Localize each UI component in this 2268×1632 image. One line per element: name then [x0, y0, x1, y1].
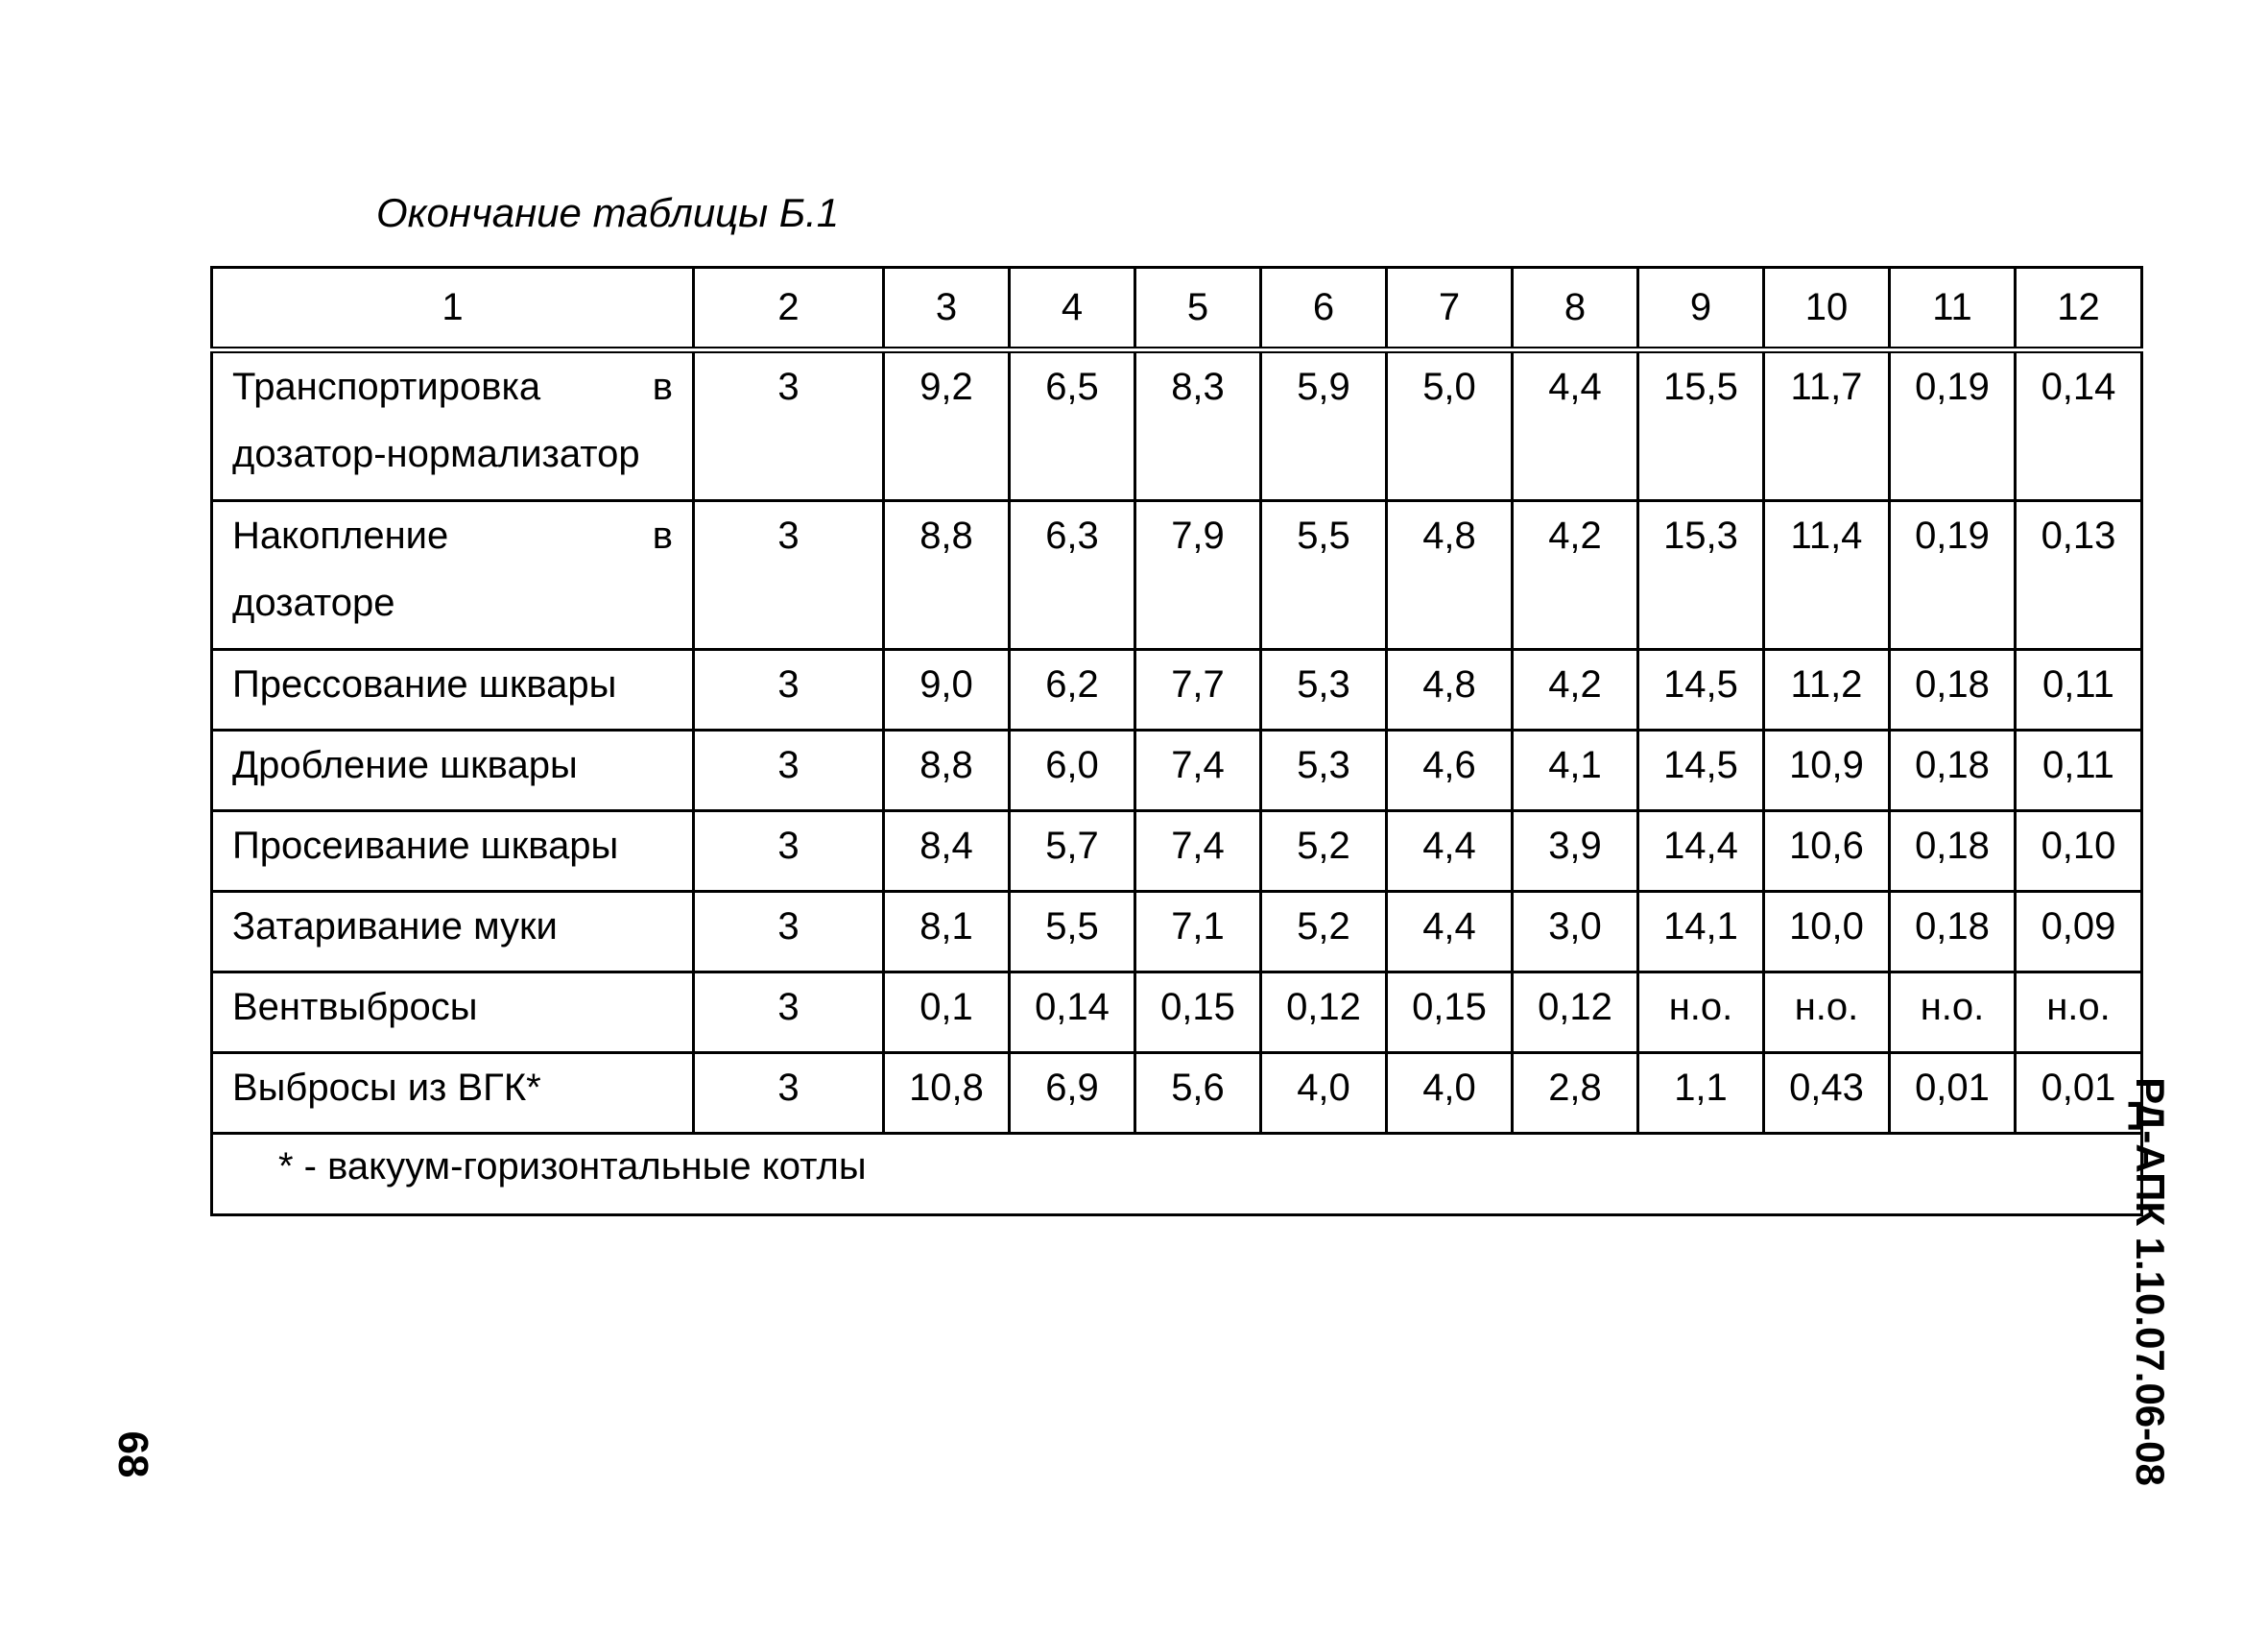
value-cell: 10,9 [1764, 731, 1890, 811]
value-cell: 5,2 [1261, 892, 1387, 972]
document-code: РД-АПК 1.10.07.06-08 [2128, 1077, 2173, 1486]
value-cell: 3 [694, 972, 884, 1053]
value-cell: 15,5 [1638, 350, 1764, 501]
value-cell: 7,4 [1135, 731, 1261, 811]
value-cell: 6,3 [1010, 501, 1135, 650]
header-cell: 7 [1387, 268, 1513, 350]
value-cell: 2,8 [1513, 1053, 1638, 1134]
value-cell: 7,1 [1135, 892, 1261, 972]
row-name-cell: Просеивание шквары [212, 811, 694, 892]
value-cell: 10,8 [884, 1053, 1010, 1134]
value-cell: 0,14 [2016, 350, 2142, 501]
value-cell: 5,5 [1010, 892, 1135, 972]
value-cell: 6,0 [1010, 731, 1135, 811]
value-cell: 0,18 [1890, 811, 2016, 892]
value-cell: 6,2 [1010, 650, 1135, 731]
value-cell: 11,4 [1764, 501, 1890, 650]
header-cell: 3 [884, 268, 1010, 350]
value-cell: 5,7 [1010, 811, 1135, 892]
value-cell: 4,6 [1387, 731, 1513, 811]
value-cell: 0,15 [1135, 972, 1261, 1053]
value-cell: 0,14 [1010, 972, 1135, 1053]
row-name-cell: Вентвыбросы [212, 972, 694, 1053]
value-cell: 14,5 [1638, 731, 1764, 811]
value-cell: 7,4 [1135, 811, 1261, 892]
value-cell: 3 [694, 501, 884, 650]
value-cell: 0,13 [2016, 501, 2142, 650]
row-name-cell [212, 501, 694, 650]
table-header-row [212, 268, 2142, 350]
value-cell: 4,4 [1513, 350, 1638, 501]
value-cell: 1,1 [1638, 1053, 1764, 1134]
header-cell: 9 [1638, 268, 1764, 350]
value-cell: 6,5 [1010, 350, 1135, 501]
row-name-word: Накопление [232, 515, 449, 557]
value-cell: 3 [694, 650, 884, 731]
table-row [212, 892, 2142, 972]
footnote: * - вакуум-горизонтальные котлы [212, 1134, 2142, 1215]
row-name-cell: Выбросы из ВГК* [212, 1053, 694, 1134]
value-cell: 11,2 [1764, 650, 1890, 731]
value-cell: 0,12 [1513, 972, 1638, 1053]
value-cell: 9,0 [884, 650, 1010, 731]
value-cell: 5,6 [1135, 1053, 1261, 1134]
header-cell: 1 [212, 268, 694, 350]
value-cell: 8,8 [884, 501, 1010, 650]
value-cell: н.о. [1638, 972, 1764, 1053]
value-cell: 0,11 [2016, 731, 2142, 811]
value-cell: 0,19 [1890, 350, 2016, 501]
table-row [212, 811, 2142, 892]
row-name-cell [212, 350, 694, 501]
value-cell: 14,1 [1638, 892, 1764, 972]
value-cell: 0,18 [1890, 731, 2016, 811]
value-cell: 0,15 [1387, 972, 1513, 1053]
header-cell: 6 [1261, 268, 1387, 350]
value-cell: 4,8 [1387, 501, 1513, 650]
value-cell: 6,9 [1010, 1053, 1135, 1134]
value-cell: 8,8 [884, 731, 1010, 811]
value-cell: 3 [694, 811, 884, 892]
table-row [212, 501, 2142, 650]
value-cell: 8,3 [1135, 350, 1261, 501]
value-cell: 3,0 [1513, 892, 1638, 972]
value-cell: 15,3 [1638, 501, 1764, 650]
value-cell: 11,7 [1764, 350, 1890, 501]
value-cell: 4,4 [1387, 811, 1513, 892]
value-cell: 4,0 [1387, 1053, 1513, 1134]
value-cell: 5,3 [1261, 650, 1387, 731]
value-cell: н.о. [2016, 972, 2142, 1053]
value-cell: 3 [694, 350, 884, 501]
data-table [210, 266, 2143, 1216]
table-row [212, 350, 2142, 501]
page-number: 68 [109, 1430, 156, 1478]
header-cell: 8 [1513, 268, 1638, 350]
value-cell: 7,7 [1135, 650, 1261, 731]
value-cell: 5,0 [1387, 350, 1513, 501]
table-row [212, 731, 2142, 811]
value-cell: 0,10 [2016, 811, 2142, 892]
value-cell: 8,1 [884, 892, 1010, 972]
value-cell: 14,4 [1638, 811, 1764, 892]
value-cell: н.о. [1764, 972, 1890, 1053]
value-cell: 10,6 [1764, 811, 1890, 892]
row-name-cell: Прессование шквары [212, 650, 694, 731]
value-cell: 0,1 [884, 972, 1010, 1053]
value-cell: 0,12 [1261, 972, 1387, 1053]
value-cell: 5,5 [1261, 501, 1387, 650]
row-name-word: в [652, 515, 673, 557]
value-cell: 0,01 [2016, 1053, 2142, 1134]
value-cell: 0,11 [2016, 650, 2142, 731]
row-name-line: дозаторе [232, 582, 395, 624]
value-cell: 5,2 [1261, 811, 1387, 892]
table-caption: Окончание таблицы Б.1 [376, 190, 840, 235]
value-cell: 4,2 [1513, 501, 1638, 650]
value-cell: 4,8 [1387, 650, 1513, 731]
row-name-word: Транспортировка [232, 366, 541, 408]
row-name-cell: Дробление шквары [212, 731, 694, 811]
row-name-line: дозатор-нормализатор [232, 433, 640, 475]
value-cell: 0,09 [2016, 892, 2142, 972]
header-cell: 11 [1890, 268, 2016, 350]
table-row [212, 1053, 2142, 1134]
value-cell: 5,9 [1261, 350, 1387, 501]
header-cell: 5 [1135, 268, 1261, 350]
value-cell: 0,18 [1890, 650, 2016, 731]
value-cell: 3,9 [1513, 811, 1638, 892]
value-cell: 3 [694, 1053, 884, 1134]
table-row [212, 650, 2142, 731]
value-cell: 4,4 [1387, 892, 1513, 972]
header-cell: 4 [1010, 268, 1135, 350]
header-cell: 10 [1764, 268, 1890, 350]
table-row [212, 972, 2142, 1053]
row-name-cell: Затаривание муки [212, 892, 694, 972]
value-cell: 0,01 [1890, 1053, 2016, 1134]
value-cell: 0,19 [1890, 501, 2016, 650]
value-cell: 4,0 [1261, 1053, 1387, 1134]
value-cell: 0,43 [1764, 1053, 1890, 1134]
value-cell: 3 [694, 731, 884, 811]
footnote-row [212, 1134, 2142, 1215]
value-cell: н.о. [1890, 972, 2016, 1053]
header-cell: 12 [2016, 268, 2142, 350]
value-cell: 3 [694, 892, 884, 972]
value-cell: 4,1 [1513, 731, 1638, 811]
value-cell: 7,9 [1135, 501, 1261, 650]
header-cell: 2 [694, 268, 884, 350]
value-cell: 8,4 [884, 811, 1010, 892]
value-cell: 14,5 [1638, 650, 1764, 731]
value-cell: 0,18 [1890, 892, 2016, 972]
value-cell: 4,2 [1513, 650, 1638, 731]
row-name-word: в [652, 366, 673, 408]
value-cell: 10,0 [1764, 892, 1890, 972]
value-cell: 9,2 [884, 350, 1010, 501]
value-cell: 5,3 [1261, 731, 1387, 811]
